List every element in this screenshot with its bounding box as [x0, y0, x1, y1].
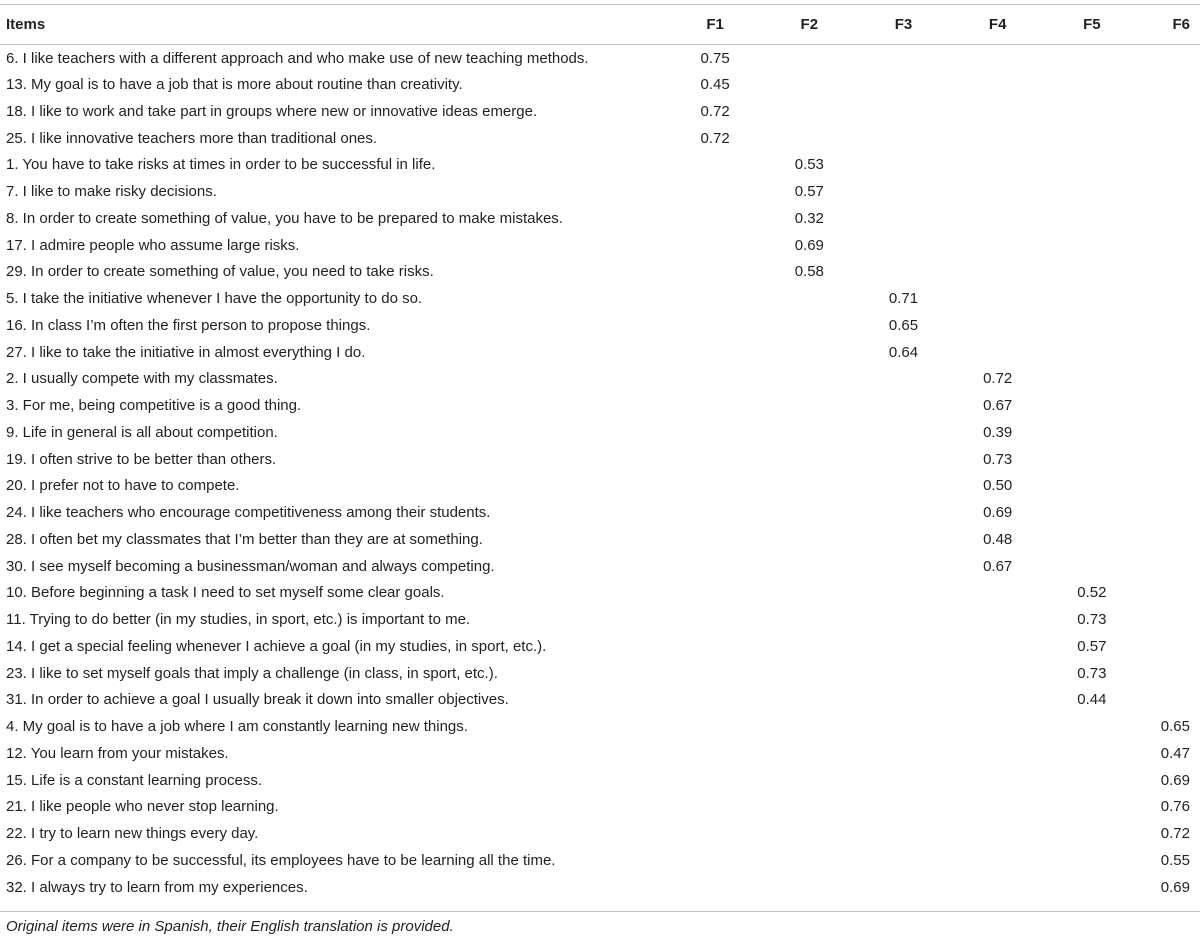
- loading-f1: [668, 312, 762, 339]
- loading-f1: [668, 874, 762, 902]
- item-text: 25. I like innovative teachers more than traditional ones.: [6, 129, 378, 147]
- loading-f4: 0.67: [983, 557, 1013, 575]
- loading-f4: [951, 152, 1045, 179]
- item-text: 2. I usually compete with my classmates.: [6, 370, 278, 388]
- table-row: [0, 446, 1200, 473]
- loading-f1: [668, 794, 762, 821]
- table-row: [0, 152, 1200, 179]
- loading-f2: [762, 740, 856, 767]
- loading-f2: [762, 794, 856, 821]
- loading-f3: [856, 794, 950, 821]
- table-row: [0, 767, 1200, 794]
- table-row: [0, 285, 1200, 312]
- loading-f3: [856, 767, 950, 794]
- loading-f2: 0.32: [794, 209, 824, 227]
- loading-f6: [1139, 419, 1200, 446]
- loading-f4: [951, 740, 1045, 767]
- loading-f4: [951, 820, 1045, 847]
- loading-f2: 0.58: [794, 263, 824, 281]
- loading-f3: 0.65: [888, 316, 919, 334]
- loading-f4: [951, 45, 1045, 72]
- loading-f4: 0.67: [983, 397, 1013, 415]
- item-text: 28. I often bet my classmates that I’m better than they are at something.: [6, 530, 483, 548]
- loading-f1: [668, 392, 762, 419]
- table-row: [0, 660, 1200, 687]
- loading-f6: [1139, 446, 1200, 473]
- table-row: [0, 553, 1200, 580]
- loading-f5: 0.44: [1077, 691, 1107, 709]
- loading-f6: [1139, 473, 1200, 500]
- loading-f5: [1045, 285, 1139, 312]
- table-row: [0, 259, 1200, 286]
- loading-f6: [1139, 606, 1200, 633]
- loading-f6: [1139, 366, 1200, 393]
- table-row: [0, 419, 1200, 446]
- loading-f6: [1139, 125, 1200, 152]
- loading-f6: [1139, 580, 1200, 607]
- table-row: [0, 232, 1200, 259]
- loading-f1: [668, 473, 762, 500]
- header-row: [0, 5, 1200, 45]
- item-text: 6. I like teachers with a different approach and who make use of new teaching methods.: [6, 49, 589, 67]
- loading-f3: [856, 232, 950, 259]
- loading-f5: 0.73: [1077, 664, 1107, 682]
- loading-f3: [856, 580, 950, 607]
- loading-f4: [951, 713, 1045, 740]
- loading-f2: [762, 312, 856, 339]
- loading-f4: 0.48: [983, 530, 1013, 548]
- loading-f3: [856, 152, 950, 179]
- table-row: [0, 499, 1200, 526]
- item-text: 27. I like to take the initiative in almost everything I do.: [6, 343, 366, 361]
- loading-f3: [856, 125, 950, 152]
- loading-f5: [1045, 446, 1139, 473]
- item-text: 30. I see myself becoming a businessman/woman and always competing.: [6, 557, 495, 575]
- loading-f2: [762, 339, 856, 366]
- loading-f2: 0.57: [794, 183, 824, 201]
- loading-f3: [856, 259, 950, 286]
- loading-f4: [951, 606, 1045, 633]
- loading-f1: [668, 526, 762, 553]
- loading-f5: [1045, 874, 1139, 902]
- bottom-rule: [0, 911, 1200, 912]
- loading-f4: 0.39: [983, 423, 1013, 441]
- loading-f1: [668, 606, 762, 633]
- loading-f4: 0.69: [983, 504, 1013, 522]
- loading-f5: [1045, 820, 1139, 847]
- loading-f5: 0.57: [1077, 637, 1107, 655]
- loading-f5: [1045, 419, 1139, 446]
- loading-f5: [1045, 713, 1139, 740]
- loading-f1: [668, 767, 762, 794]
- table-row: [0, 526, 1200, 553]
- table-row: [0, 392, 1200, 419]
- loading-f2: [762, 660, 856, 687]
- table-row: [0, 687, 1200, 714]
- loading-f1: [668, 660, 762, 687]
- loading-f6: [1139, 285, 1200, 312]
- item-text: 23. I like to set myself goals that imply a challenge (in class, in sport, etc.).: [6, 664, 498, 682]
- loading-f4: [951, 874, 1045, 902]
- loading-f1: 0.75: [700, 49, 730, 67]
- table-row: [0, 71, 1200, 98]
- loading-f6: [1139, 687, 1200, 714]
- table-row: [0, 45, 1200, 72]
- loading-f1: [668, 847, 762, 874]
- loading-f2: [762, 392, 856, 419]
- loading-f5: [1045, 98, 1139, 125]
- loading-f1: [668, 259, 762, 286]
- loading-f4: [951, 580, 1045, 607]
- loading-f5: [1045, 71, 1139, 98]
- loading-f6: [1139, 499, 1200, 526]
- column-header-f6: F6: [1172, 16, 1190, 33]
- loading-f2: [762, 874, 856, 902]
- loading-f5: [1045, 392, 1139, 419]
- loading-f6: [1139, 71, 1200, 98]
- loading-f5: [1045, 473, 1139, 500]
- loading-f3: [856, 499, 950, 526]
- loading-f2: [762, 285, 856, 312]
- loading-f2: [762, 580, 856, 607]
- loading-f4: [951, 205, 1045, 232]
- loading-f2: [762, 45, 856, 72]
- column-header-f2: F2: [800, 16, 819, 33]
- loading-f5: [1045, 847, 1139, 874]
- loading-f1: [668, 740, 762, 767]
- loading-f4: [951, 847, 1045, 874]
- item-text: 10. Before beginning a task I need to set myself some clear goals.: [6, 584, 445, 602]
- loading-f2: [762, 526, 856, 553]
- loading-f3: [856, 553, 950, 580]
- loading-f4: [951, 259, 1045, 286]
- loading-f4: [951, 767, 1045, 794]
- loading-f2: [762, 606, 856, 633]
- loading-f6: [1139, 392, 1200, 419]
- loading-f2: [762, 419, 856, 446]
- loading-f4: 0.73: [983, 450, 1013, 468]
- loading-f1: [668, 499, 762, 526]
- factor-loadings-table: [0, 4, 1200, 902]
- loading-f4: [951, 178, 1045, 205]
- table-footnote: Original items were in Spanish, their English translation is provided.: [6, 918, 454, 935]
- loading-f5: [1045, 125, 1139, 152]
- loading-f2: [762, 820, 856, 847]
- loading-f3: [856, 205, 950, 232]
- loading-f1: [668, 713, 762, 740]
- table-row: [0, 874, 1200, 902]
- loading-f5: [1045, 205, 1139, 232]
- loading-f1: [668, 232, 762, 259]
- item-text: 29. In order to create something of value, you need to take risks.: [6, 263, 434, 281]
- loading-f2: 0.53: [794, 156, 824, 174]
- loading-f3: [856, 526, 950, 553]
- loading-f3: [856, 820, 950, 847]
- loading-f2: [762, 366, 856, 393]
- loading-f3: [856, 847, 950, 874]
- item-text: 12. You learn from your mistakes.: [6, 744, 229, 762]
- item-text: 18. I like to work and take part in groups where new or innovative ideas emerge.: [6, 102, 538, 120]
- item-text: 1. You have to take risks at times in order to be successful in life.: [6, 156, 436, 174]
- table-row: [0, 606, 1200, 633]
- loading-f5: [1045, 553, 1139, 580]
- loading-f6: 0.72: [1160, 825, 1190, 843]
- loading-f5: [1045, 45, 1139, 72]
- loading-f1: [668, 339, 762, 366]
- loading-f4: [951, 71, 1045, 98]
- loading-f5: [1045, 232, 1139, 259]
- loading-f3: [856, 740, 950, 767]
- loading-f1: 0.72: [700, 102, 730, 120]
- loading-f2: [762, 499, 856, 526]
- loading-f3: [856, 713, 950, 740]
- loading-f1: [668, 205, 762, 232]
- loading-f2: [762, 473, 856, 500]
- loading-f1: [668, 820, 762, 847]
- loading-f5: [1045, 526, 1139, 553]
- loading-f4: [951, 98, 1045, 125]
- loading-f3: [856, 660, 950, 687]
- loading-f2: 0.69: [794, 236, 824, 254]
- item-text: 15. Life is a constant learning process.: [6, 771, 262, 789]
- loading-f3: [856, 45, 950, 72]
- item-text: 21. I like people who never stop learning.: [6, 798, 279, 816]
- loading-f2: [762, 446, 856, 473]
- loading-f6: 0.69: [1160, 771, 1190, 789]
- loading-f5: [1045, 152, 1139, 179]
- loading-f6: [1139, 526, 1200, 553]
- loading-f4: [951, 660, 1045, 687]
- loading-f6: [1139, 152, 1200, 179]
- item-text: 31. In order to achieve a goal I usually break it down into smaller objectives.: [6, 691, 509, 709]
- item-text: 4. My goal is to have a job where I am constantly learning new things.: [6, 718, 468, 736]
- loading-f5: [1045, 740, 1139, 767]
- loading-f1: [668, 687, 762, 714]
- loading-f3: 0.71: [888, 290, 919, 308]
- loading-f2: [762, 71, 856, 98]
- loading-f2: [762, 713, 856, 740]
- loading-f1: [668, 446, 762, 473]
- loading-f3: [856, 633, 950, 660]
- table-row: [0, 205, 1200, 232]
- loading-f4: [951, 339, 1045, 366]
- column-header-f1: F1: [706, 16, 724, 33]
- loading-f1: [668, 633, 762, 660]
- loading-f6: [1139, 45, 1200, 72]
- table-row: [0, 740, 1200, 767]
- loading-f3: [856, 392, 950, 419]
- loading-f2: [762, 767, 856, 794]
- table-row: [0, 633, 1200, 660]
- table-row: [0, 366, 1200, 393]
- item-text: 14. I get a special feeling whenever I achieve a goal (in my studies, in sport, etc.).: [6, 637, 547, 655]
- loading-f6: [1139, 259, 1200, 286]
- loading-f1: [668, 178, 762, 205]
- loading-f6: [1139, 232, 1200, 259]
- loading-f2: [762, 687, 856, 714]
- table-row: [0, 98, 1200, 125]
- loading-f5: [1045, 178, 1139, 205]
- loading-f1: [668, 152, 762, 179]
- loading-f5: [1045, 499, 1139, 526]
- table-row: [0, 125, 1200, 152]
- item-text: 3. For me, being competitive is a good thing.: [6, 397, 302, 415]
- item-text: 9. Life in general is all about competition.: [6, 423, 278, 441]
- item-text: 7. I like to make risky decisions.: [6, 183, 217, 201]
- loading-f6: 0.69: [1160, 879, 1190, 897]
- loading-f1: 0.45: [700, 76, 730, 94]
- table-body: [0, 45, 1200, 902]
- loading-f2: [762, 98, 856, 125]
- loading-f6: [1139, 178, 1200, 205]
- loading-f4: [951, 285, 1045, 312]
- loading-f4: 0.50: [983, 477, 1013, 495]
- loading-f1: [668, 285, 762, 312]
- item-text: 17. I admire people who assume large risks.: [6, 236, 300, 254]
- loading-f5: [1045, 767, 1139, 794]
- loading-f3: [856, 178, 950, 205]
- item-text: 26. For a company to be successful, its employees have to be learning all the time.: [6, 851, 556, 869]
- loading-f6: [1139, 553, 1200, 580]
- table-row: [0, 178, 1200, 205]
- loading-f4: 0.72: [983, 370, 1013, 388]
- loading-f3: [856, 446, 950, 473]
- loading-f6: [1139, 633, 1200, 660]
- loading-f6: 0.55: [1160, 851, 1190, 869]
- loading-f4: [951, 633, 1045, 660]
- table-row: [0, 580, 1200, 607]
- loading-f4: [951, 794, 1045, 821]
- loading-f1: [668, 553, 762, 580]
- loading-f3: [856, 473, 950, 500]
- loading-f3: [856, 606, 950, 633]
- loading-f4: [951, 125, 1045, 152]
- loading-f3: [856, 874, 950, 902]
- loading-f6: [1139, 660, 1200, 687]
- loading-f6: 0.65: [1160, 718, 1190, 736]
- loading-f5: [1045, 794, 1139, 821]
- loading-f5: 0.52: [1077, 584, 1107, 602]
- table-row: [0, 473, 1200, 500]
- table-row: [0, 794, 1200, 821]
- loading-f2: [762, 633, 856, 660]
- loading-f1: [668, 419, 762, 446]
- loading-f3: [856, 687, 950, 714]
- loading-f5: [1045, 259, 1139, 286]
- loading-f3: [856, 71, 950, 98]
- column-header-f4: F4: [988, 16, 1007, 33]
- loading-f4: [951, 232, 1045, 259]
- column-header-f3: F3: [894, 16, 913, 33]
- table-row: [0, 820, 1200, 847]
- loading-f4: [951, 312, 1045, 339]
- column-header-f5: F5: [1083, 16, 1101, 33]
- table-row: [0, 847, 1200, 874]
- loading-f6: [1139, 98, 1200, 125]
- item-text: 13. My goal is to have a job that is more about routine than creativity.: [6, 76, 463, 94]
- item-text: 19. I often strive to be better than others.: [6, 450, 277, 468]
- loading-f6: [1139, 205, 1200, 232]
- loading-f3: [856, 98, 950, 125]
- item-text: 24. I like teachers who encourage competitiveness among their students.: [6, 504, 491, 522]
- loading-f3: [856, 366, 950, 393]
- loading-f6: [1139, 312, 1200, 339]
- loading-f3: [856, 419, 950, 446]
- loading-f1: [668, 580, 762, 607]
- table-row: [0, 713, 1200, 740]
- loading-f6: 0.47: [1160, 744, 1190, 762]
- loading-f3: 0.64: [888, 343, 919, 361]
- item-text: 16. In class I’m often the first person to propose things.: [6, 316, 371, 334]
- loading-f1: 0.72: [700, 129, 730, 147]
- loading-f5: [1045, 312, 1139, 339]
- loading-f2: [762, 847, 856, 874]
- loading-f5: [1045, 366, 1139, 393]
- loading-f2: [762, 125, 856, 152]
- table-row: [0, 339, 1200, 366]
- loading-f6: 0.76: [1160, 798, 1190, 816]
- loading-f2: [762, 553, 856, 580]
- item-text: 5. I take the initiative whenever I have the opportunity to do so.: [6, 290, 423, 308]
- table-row: [0, 312, 1200, 339]
- item-text: 20. I prefer not to have to compete.: [6, 477, 240, 495]
- item-text: 11. Trying to do better (in my studies, in sport, etc.) is important to me.: [6, 611, 471, 629]
- loading-f5: [1045, 339, 1139, 366]
- loading-f1: [668, 366, 762, 393]
- item-text: 22. I try to learn new things every day.: [6, 825, 259, 843]
- column-header-items: Items: [6, 16, 46, 33]
- loading-f4: [951, 687, 1045, 714]
- item-text: 8. In order to create something of value, you have to be prepared to make mistakes.: [6, 209, 563, 227]
- loading-f5: 0.73: [1077, 611, 1107, 629]
- loading-f6: [1139, 339, 1200, 366]
- item-text: 32. I always try to learn from my experiences.: [6, 879, 308, 897]
